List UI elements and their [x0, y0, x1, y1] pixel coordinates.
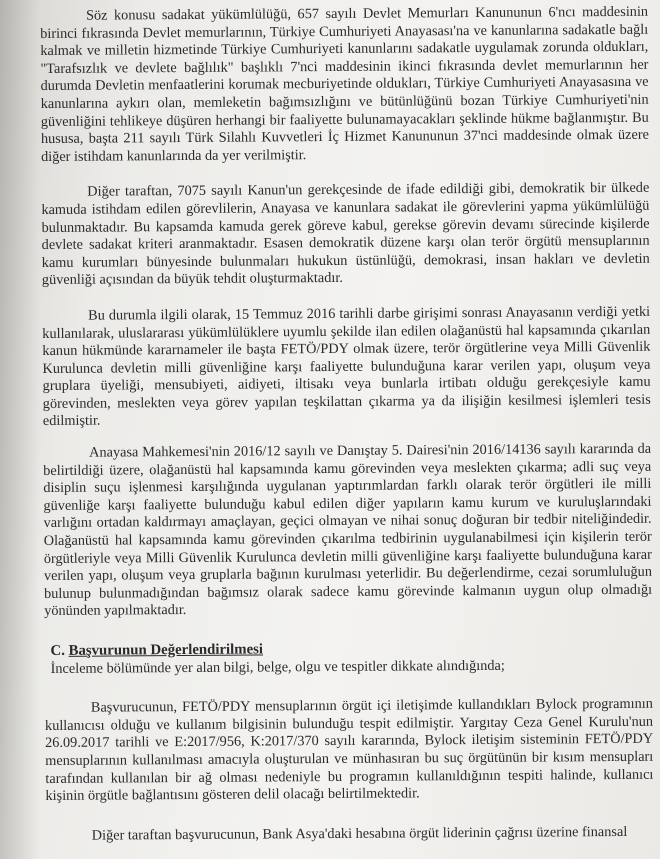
section-title: Başvurunun Değerlendirilmesi — [68, 641, 264, 659]
paragraph-anayasa-mahkemesi: Anayasa Mahkemesi'nin 2016/12 sayılı ve Danıştay 5. Dairesi'nin 2016/14136 sayılı kararında da belirtildiği üzere, olağanüstü hal kapsamında kamu görevinden veya meslekten çıkarma; adli suç veya disiplin suçu işlenmesi karşılığında uygulanan yaptırımlardan farklı olarak terör örgütleri ile milli güvenliğe karşı faaliyette bulunduğu kabul edilen diğer yapıların kamu kurum ve kuruluşlarındaki varlığını ortadan kaldırmayı amaçlayan, geçici olmayan ve nihai sonuç doğuran bir tedbir niteliğindedir. Olağanüstü hal kapsamında kamu görevinden çıkarılma tedbirinin uygulanabilmesi için kişilerin terör örgütleriyle veya Milli Güvenlik Kurulunca devletin milli güvenliğine karşı faaliyette bulunduğuna karar verilen yapı, oluşum veya gruplarla bağının kurulması yeterlidir. Bu değerlendirme, cezai sorumluluğun bulunup bulunmadığından bağımsız olarak sadece kamu görevinde kalmanın uygun olup olmadığı yönünden yapılmaktadır. — [43, 440, 653, 620]
section-intro: İnceleme bölümünde yer alan bilgi, belge, olgu ve tespitler dikkate alındığında; — [50, 657, 505, 677]
paragraph-bylock: Başvurucunun, FETÖ/PDY mensuplarının örgüt içi iletişimde kullandıkları Bylock programının kullanıcısı olduğu ve kullanım bilgisinin bulunduğu tespit edilmiştir. Yargıtay Ceza Genel Kurulu'nun 26.09.2017 tarihli ve E:2017/956, K:2017/370 sayılı kararında, Bylock iletişim sisteminin FETÖ/PDY mensuplarının kullanılması amacıyla oluşturulan ve münhasıran bu suç örgütünün bir kısım mensupları tarafından kullanılan bir ağ olması nedeniyle bu programın kullanıldığının tespiti halinde, kullanıcı kişinin örgütle bağlantısını gösteren delil olacağı belirtilmektedir. — [44, 695, 654, 805]
paragraph-15-temmuz: Bu durumla ilgili olarak, 15 Temmuz 2016 tarihli darbe girişimi sonrası Anayasanın verdiği yetki kullanılarak, uluslararası yükümlülüklere uyumlu şekilde ilan edilen olağanüstü hal kapsamında çıkarılan kanun hükmünde kararnameler ile başta FETÖ/PDY olmak üzere, terör örgütlerine veya Milli Güvenlik Kurulunca devletin milli güvenliğine karşı faaliyette bulunduğuna karar verilen yapı, oluşum veya gruplara üyeliği, mensubiyeti, aidiyeti, iltisakı veya bunlarla irtibatı olduğu gerekçesiyle kamu görevinden, meslekten veya görev yapılan teşkilattan çıkarma ya da ilişiğin kesilmesi işlemleri tesis edilmiştir. — [42, 303, 651, 430]
page-shadow — [0, 0, 40, 859]
paragraph-bank-asya: Diğer taraftan başvurucunun, Bank Asya'daki hesabına örgüt liderinin çağrısı üzerine finansal — [91, 823, 628, 844]
paragraph-sadakat: Söz konusu sadakat yükümlülüğü, 657 sayılı Devlet Memurları Kanununun 6'ncı maddesinin birinci fıkrasında Devlet memurlarının, Türkiye Cumhuriyeti Anayasası'na ve kanunlarına sadakatle bağlı kalmak ve milletin hizmetinde Türkiye Cumhuriyeti kanunlarını sadakatle uygulamak zorunda oldukları, "Tarafsızlık ve devlete bağlılık" başlıklı 7'nci maddesinin ikinci fıkrasında devlet memurlarının her durumda Devletin menfaatlerini korumak mecburiyetinde oldukları, Türkiye Cumhuriyeti Anayasasına ve kanunlarına aykırı olan, memleketin bağımsızlığını ve bütünlüğünü bozan Türkiye Cumhuriyeti'nin güvenliğini tehlikeye düşüren herhangi bir faaliyette bulunamayacakları şeklinde hükme bağlanmıştır. Bu hususa, başta 211 sayılı Türk Silahlı Kuvvetleri İç Hizmet Kanununun 37'nci maddesinde olmak üzere diğer istihdam kanunlarında da yer verilmiştir. — [40, 3, 649, 165]
document-body — [40, 4, 654, 846]
section-letter: C. — [50, 642, 65, 659]
paragraph-7075-kanun: Diğer taraftan, 7075 sayılı Kanun'un gerekçesinde de ifade edildiği gibi, demokratik bir ülkede kamuda istihdam edilen görevlilerin, Anayasa ve kanunlara sadakat ile görevlerini yapma yükümlülüğü bulunmaktadır. Bu kapsamda kamuda gerek göreve kabul, gerekse görevin devamı sürecinde kişilerde devlete sadakat kriteri aranmaktadır. Esasen demokratik düzene karşı olan terör örgütü mensuplarının kamu kurumları bünyesinde bulunmaları hukukun üstünlüğü, demokrasi, insan hakları ve devletin güvenliği açısından da büyük tehdit oluşturmaktadır. — [41, 180, 650, 289]
